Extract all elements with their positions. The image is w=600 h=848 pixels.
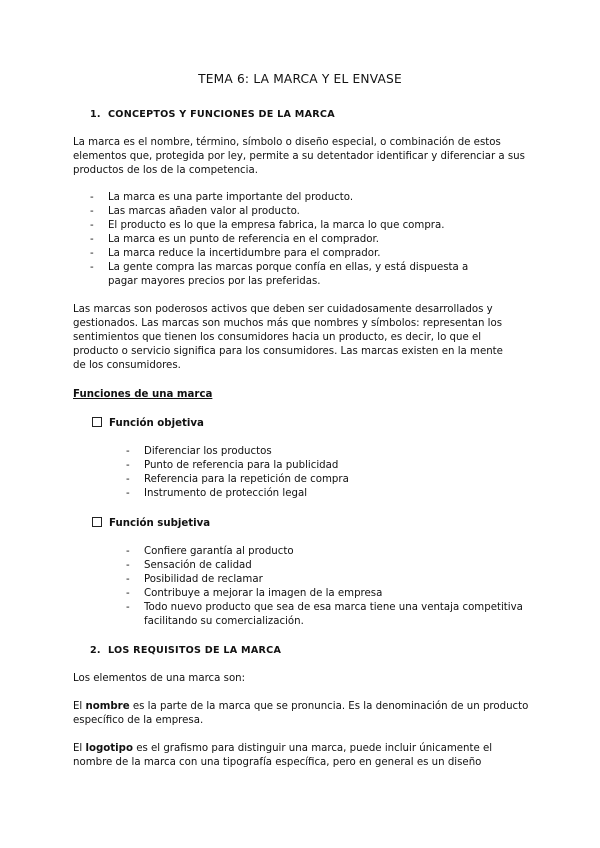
section-2-number: 2. [90,645,101,656]
list-item-text: El producto es lo que la empresa fabrica, la marca lo que compra. [108,220,445,231]
dash-bullet: - [90,192,94,203]
list-item-text: Todo nuevo producto que sea de esa marca tiene una ventaja competitiva facilitando su comercialización. [144,602,523,627]
list-item-text: Diferenciar los productos [144,446,272,457]
list-item [126,487,536,501]
dash-bullet: - [126,488,130,499]
logotipo-prefix: El [73,743,86,754]
dash-bullet: - [90,234,94,245]
section-1-title: CONCEPTOS Y FUNCIONES DE LA MARCA [108,109,335,120]
list-item-text: Referencia para la repetición de compra [144,474,349,485]
list-item [90,247,530,261]
list-item [90,261,478,289]
marca-characteristics-list [90,191,530,289]
list-item-text: La gente compra las marcas porque confía en ellas, y está dispuesta a pagar mayores precios por las preferidas. [108,262,469,287]
subjective-function-heading [92,517,210,531]
dash-bullet: - [126,474,130,485]
dash-bullet: - [126,588,130,599]
list-item [126,473,536,487]
nombre-term: nombre [85,701,130,712]
nombre-text [73,700,535,728]
list-item-text: Contribuye a mejorar la imagen de la empresa [144,588,383,599]
nombre-prefix: El [73,701,86,712]
list-item [90,219,530,233]
checkbox-icon [92,417,102,427]
list-item-text: La marca es una parte importante del producto. [108,192,354,203]
dash-bullet: - [90,262,94,273]
objective-function-heading [92,417,204,431]
list-item [126,545,536,559]
list-item [126,445,536,459]
section-2-intro-paragraph [73,672,533,686]
list-item-text: Sensación de calidad [144,560,252,571]
section-2-intro-text: Los elementos de una marca son: [73,673,246,684]
section-1-heading [90,108,335,122]
section-2-title: LOS REQUISITOS DE LA MARCA [108,645,282,656]
section-1-paragraph-2 [73,303,513,373]
nombre-definition: es la parte de la marca que se pronuncia. Es la denominación de un producto específico de la empresa. [73,701,529,726]
list-item [90,191,530,205]
dash-bullet: - [90,248,94,259]
logotipo-term: logotipo [85,743,133,754]
logotipo-paragraph [73,742,513,770]
list-item [126,601,536,629]
subjective-function-list [126,545,536,629]
section-1-paragraph-2-text: Las marcas son poderosos activos que deben ser cuidadosamente desarrollados y gestionados. Las marcas son muchos más que nombres y símbolos: representan los sentimientos que tienen los consumidores hacia un producto, es decir, lo que el producto o servicio significa para los consumidores. Las marcas existen en la mente de los consumidores. [73,304,503,371]
dash-bullet: - [126,574,130,585]
objective-function-label: Función objetiva [109,418,204,429]
list-item-text: Posibilidad de reclamar [144,574,263,585]
list-item [126,573,536,587]
list-item-text: Confiere garantía al producto [144,546,294,557]
dash-bullet: - [126,546,130,557]
list-item-text: La marca es un punto de referencia en el comprador. [108,234,379,245]
objective-function-list [126,445,536,501]
dash-bullet: - [90,220,94,231]
dash-bullet: - [126,560,130,571]
list-item [126,587,536,601]
logotipo-text [73,742,513,770]
list-item [90,233,530,247]
dash-bullet: - [126,460,130,471]
section-1-number: 1. [90,109,101,120]
document-title: TEMA 6: LA MARCA Y EL ENVASE [198,72,402,86]
list-item-text: Las marcas añaden valor al producto. [108,206,300,217]
dash-bullet: - [126,446,130,457]
dash-bullet: - [126,602,130,613]
section-2-heading [90,644,281,658]
nombre-paragraph [73,700,535,728]
functions-subheading: Funciones de una marca [73,389,213,400]
list-item [126,559,536,573]
list-item-text: La marca reduce la incertidumbre para el comprador. [108,248,381,259]
checkbox-icon [92,517,102,527]
section-1-intro-paragraph [73,136,533,178]
list-item [90,205,530,219]
subjective-function-label: Función subjetiva [109,518,211,529]
section-1-intro-text: La marca es el nombre, término, símbolo o diseño especial, o combinación de estos elementos que, protegida por ley, permite a su detentador identificar y diferenciar a sus productos de los de la competencia. [73,137,525,176]
list-item-text: Punto de referencia para la publicidad [144,460,339,471]
list-item-text: Instrumento de protección legal [144,488,308,499]
list-item [126,459,536,473]
dash-bullet: - [90,206,94,217]
logotipo-definition: es el grafismo para distinguir una marca, puede incluir únicamente el nombre de la marca con una tipografía específica, pero en general es un diseño [73,743,493,768]
